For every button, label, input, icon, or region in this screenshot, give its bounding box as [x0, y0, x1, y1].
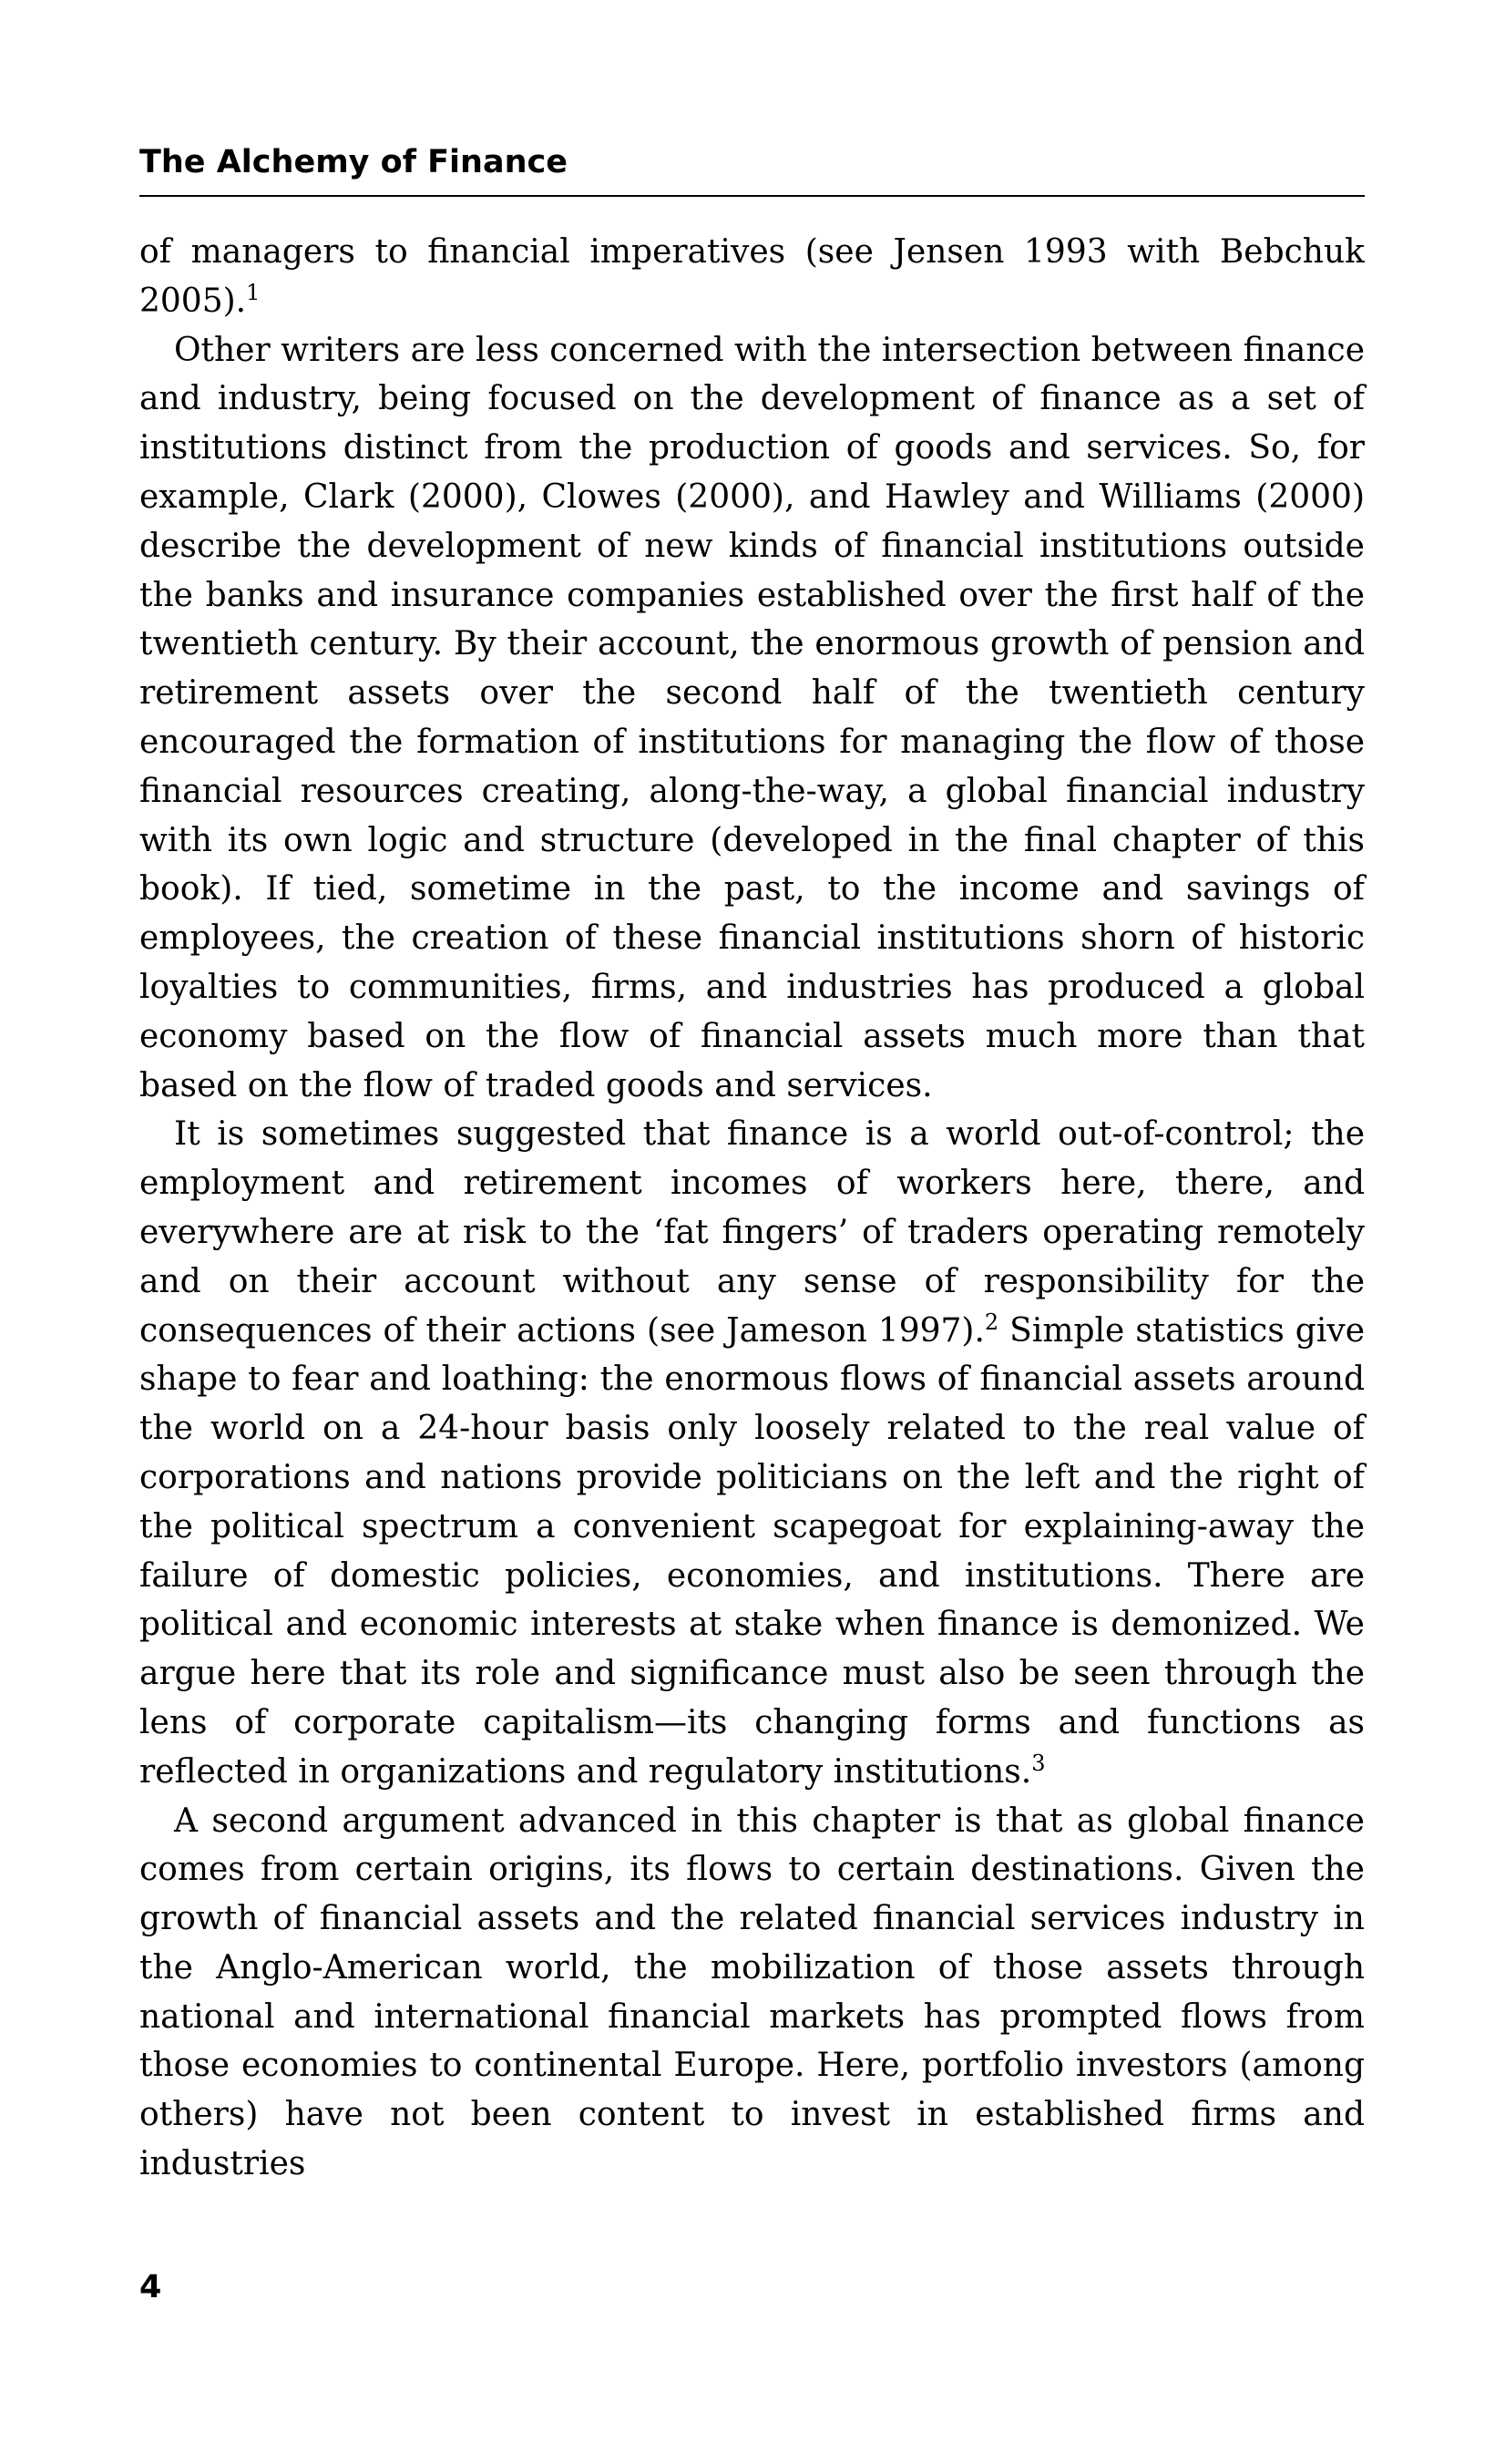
running-head: The Alchemy of Finance: [139, 144, 568, 180]
page-number: 4: [139, 2269, 162, 2305]
footnote-marker: 2: [984, 1309, 999, 1335]
footnote-marker: 1: [246, 279, 261, 305]
paragraph-text: Simple statistics give shape to fear and loathing: the enormous flows of financial assets around the world on a 24-hour basis only loosely related to the real value of corporations and nations provide politicians on the left and the right of the political spectrum a convenient scapegoat for explaining-away the failure of domestic policies, economies, and institutions. There are political and economic interests at stake when finance is demonized. We argue here that its role and significance must also be seen through the lens of corporate capitalism—its changing forms and functions as reflected in organizations and regulatory institutions.: [139, 1311, 1365, 1791]
header-rule: [139, 195, 1365, 197]
paragraph: Other writers are less concerned with the intersection between finance and industry, being focused on the development of finance as a set of institutions distinct from the production of goods and services. So, for example, Clark (2000), Clowes (2000), and Hawley and Williams (2000) describe the development of new kinds of financial institutions outside the banks and insurance companies established over the first half of the twentieth century. By their account, the enormous growth of pension and retirement assets over the second half of the twentieth century encouraged the formation of institutions for managing the flow of those financial resources creating, along-the-way, a global financial industry with its own logic and structure (developed in the final chapter of this book). If tied, sometime in the past, to the income and savings of employees, the creation of these financial institutions shorn of historic loyalties to communities, firms, and industries has produced a global economy based on the flow of financial assets much more than that based on the flow of traded goods and services.: [139, 331, 1365, 1104]
paragraph: [139, 1110, 1365, 1796]
footnote-marker: 3: [1031, 1750, 1046, 1776]
paragraph-text: of managers to financial imperatives (see Jensen 1993 with Bebchuk 2005).: [139, 233, 1365, 320]
paragraph-continued: [139, 228, 1365, 326]
book-page: [139, 0, 1365, 2464]
paragraph-text: It is sometimes suggested that finance is a world out-of-control; the employment and retirement incomes of workers here, there, and everywhere are at risk to the ‘fat fingers’ of traders operating remotely and on their account without any sense of responsibility for the consequences of their actions (see Jameson 1997).: [139, 1115, 1365, 1350]
paragraph: A second argument advanced in this chapter is that as global finance comes from certain origins, its flows to certain destinations. Given the growth of financial assets and the related financial services industry in the Anglo-American world, the mobilization of those assets through national and international financial markets has prompted flows from those economies to continental Europe. Here, portfolio investors (among others) have not been content to invest in established firms and industries: [139, 1802, 1365, 2183]
body-text: [139, 228, 1365, 2189]
